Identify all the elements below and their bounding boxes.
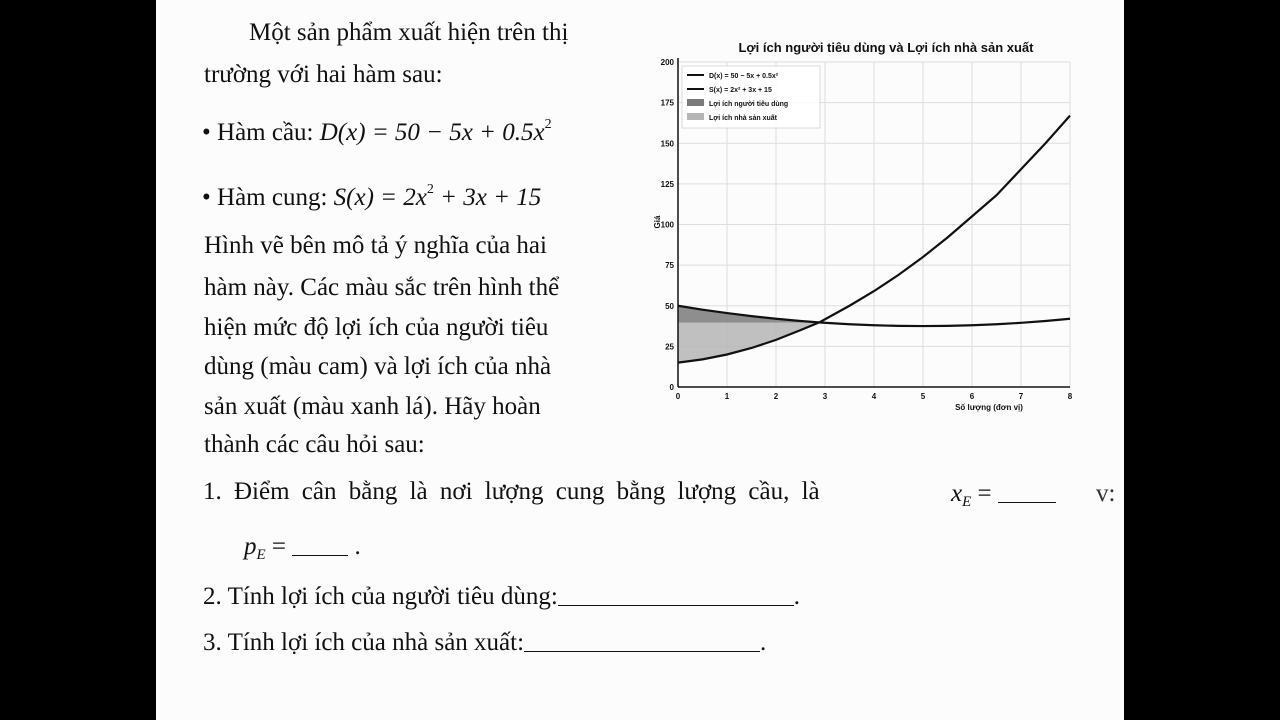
question-number: 2.: [203, 583, 222, 610]
chart-y-label: Giá: [653, 215, 662, 229]
intro-line-2: trường với hai hàm sau:: [204, 61, 443, 88]
p-variable: p: [244, 533, 257, 560]
supply-power: 2: [426, 182, 434, 197]
answer-blank-pe[interactable]: [292, 533, 348, 556]
x-tick-label: 8: [1067, 392, 1073, 401]
period: .: [760, 629, 767, 656]
question-text: Tính lợi ích của người tiêu dùng:: [227, 583, 558, 610]
description-line: hàm này. Các màu sắc trên hình thể: [204, 274, 560, 301]
demand-function: [202, 110, 552, 148]
demand-label: Hàm cầu:: [217, 119, 314, 146]
legend-label: Lợi ích người tiêu dùng: [709, 101, 789, 108]
demand-power: 2: [544, 117, 552, 132]
intro-line-1: Một sản phẩm xuất hiện trên thị: [249, 19, 569, 46]
period: .: [354, 533, 361, 560]
question-text: Điểm cân bằng là nơi lượng cung bằng lượng cầu, là: [234, 478, 820, 505]
answer-blank-xe[interactable]: [998, 480, 1056, 503]
description-line: sản xuất (màu xanh lá). Hãy hoàn: [204, 393, 541, 420]
bullet: •: [202, 119, 211, 146]
y-tick-label: 50: [665, 301, 674, 311]
question-number: 1.: [203, 478, 222, 505]
x-tick-label: 2: [773, 392, 779, 401]
period: .: [793, 583, 801, 610]
supply-lhs: S(x): [333, 184, 374, 211]
p-subscript: E: [256, 547, 266, 563]
supply-rhs: = 2x: [380, 184, 427, 211]
y-tick-label: 75: [665, 261, 674, 271]
x-tick-label: 3: [822, 392, 828, 401]
y-tick-label: 175: [660, 98, 674, 108]
x-tick-label: 1: [724, 392, 730, 401]
bullet: •: [202, 184, 211, 211]
x-subscript: E: [962, 494, 972, 510]
x-tick-label: 0: [675, 392, 681, 401]
supply-function: [202, 175, 541, 213]
cut-off-text: v:: [1096, 480, 1116, 507]
chart-title: Lợi ích người tiêu dùng và Lợi ích nhà sản xuất: [738, 40, 1034, 55]
equilibrium-price: [244, 532, 361, 570]
surplus-chart: [634, 32, 1104, 422]
legend-label: S(x) = 2x² + 3x + 15: [709, 87, 772, 94]
description-line: dùng (màu cam) và lợi ích của nhà: [204, 353, 552, 380]
question-text: Tính lợi ích của nhà sản xuất:: [227, 629, 525, 656]
question-3: [203, 628, 766, 658]
y-tick-label: 0: [669, 383, 674, 392]
question-2: [203, 582, 800, 612]
legend-label: D(x) = 50 − 5x + 0.5x²: [709, 73, 779, 80]
equals-sign: =: [271, 533, 287, 560]
y-tick-label: 200: [660, 58, 674, 67]
question-number: 3.: [203, 629, 222, 656]
chart-x-label: Số lượng (đơn vị): [955, 403, 1023, 412]
supply-label: Hàm cung:: [217, 184, 328, 211]
x-variable: x: [951, 480, 963, 507]
description-line: thành các câu hỏi sau:: [204, 431, 425, 458]
x-tick-label: 4: [871, 392, 877, 401]
legend-fill-swatch: [687, 99, 704, 106]
answer-blank-consumer-surplus[interactable]: [558, 583, 794, 606]
x-tick-label: 7: [1018, 392, 1024, 401]
demand-lhs: D(x): [319, 119, 366, 146]
equals-sign: =: [977, 480, 992, 507]
demand-rhs: = 50 − 5x + 0.5x: [371, 119, 545, 146]
y-tick-label: 25: [665, 342, 674, 352]
producer-surplus-area: [678, 322, 820, 363]
y-tick-label: 100: [660, 220, 674, 230]
description-line: hiện mức độ lợi ích của người tiêu: [204, 314, 549, 341]
chart-fills: [678, 306, 820, 363]
legend-fill-swatch: [687, 113, 704, 120]
y-tick-label: 125: [660, 179, 674, 189]
legend-label: Lợi ích nhà sản xuất: [709, 115, 777, 122]
x-tick-label: 5: [920, 392, 926, 401]
question-1: [203, 477, 820, 507]
answer-blank-producer-surplus[interactable]: [524, 629, 760, 652]
x-tick-label: 6: [969, 392, 975, 401]
document-page: [156, 0, 1124, 720]
description-line: Hình vẽ bên mô tả ý nghĩa của hai: [204, 232, 547, 259]
chart-legend: [682, 66, 820, 128]
y-tick-label: 150: [660, 139, 674, 149]
supply-rhs-rest: + 3x + 15: [433, 184, 542, 211]
equilibrium-quantity: [951, 479, 1056, 517]
